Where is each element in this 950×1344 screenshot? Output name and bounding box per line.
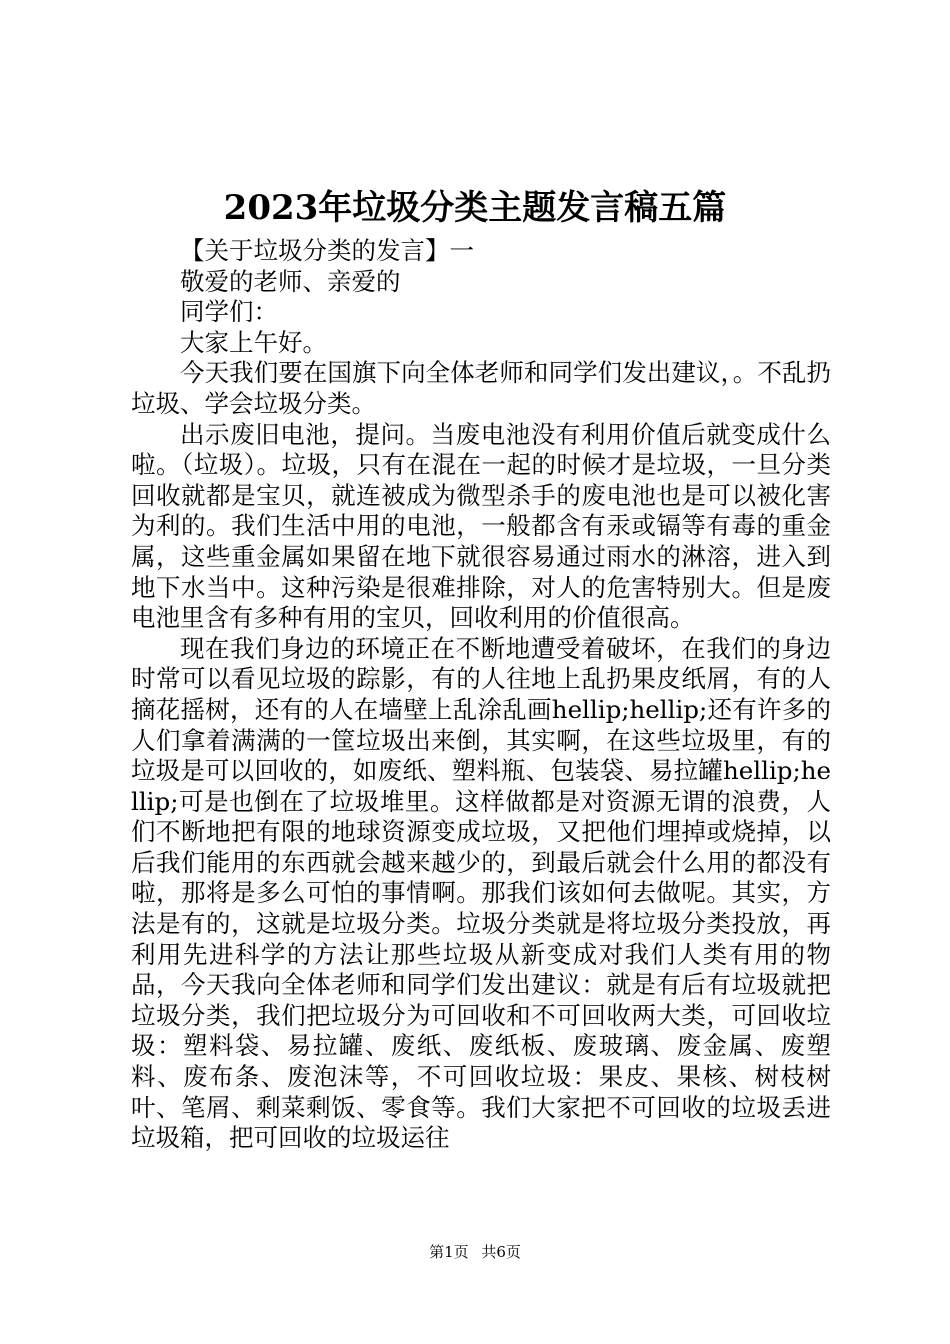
paragraph-battery: 出示废旧电池，提问。当废电池没有利用价值后就变成什么啦。（垃圾）。垃圾，只有在混在一起的时候才是垃圾，一旦分类回收就都是宝贝，就连被成为微型杀手的废电池也是可以被化害为利的。我们生活中用的电池，一般都含有汞或镉等有毒的重金属，这些重金属如果留在地下就很容易通过雨水的淋溶，进入到地下水当中。这种污染是很难排除，对人的危害特别大。但是废电池里含有多种有用的宝贝，回收利用的价值很高。 <box>131 419 831 633</box>
page-total: 共6页 <box>481 1243 521 1261</box>
paragraph-heading: 【关于垃圾分类的发言】一 <box>180 236 474 265</box>
page-footer <box>0 1242 950 1262</box>
document-body <box>131 236 831 1154</box>
page-number: 第1页 <box>429 1243 469 1261</box>
paragraph-intro: 今天我们要在国旗下向全体老师和同学们发出建议，。不乱扔垃圾、学会垃圾分类。 <box>131 358 831 418</box>
document-title: 2023年垃圾分类主题发言稿五篇 <box>223 188 727 228</box>
paragraph-greeting: 大家上午好。 <box>180 327 327 357</box>
paragraph-salutation-1: 敬爱的老师、亲爱的 <box>180 266 401 296</box>
paragraph-salutation-2: 同学们： <box>180 297 278 327</box>
paragraph-environment: 现在我们身边的环境正在不断地遭受着破坏，在我们的身边时常可以看见垃圾的踪影，有的人往地上乱扔果皮纸屑，有的人摘花摇树，还有的人在墙壁上乱涂乱画hellip;hellip;还有许多的人们拿着满满的一筐垃圾出来倒，其实啊，在这些垃圾里，有的垃圾是可以回收的，如废纸、塑料瓶、包装袋、易拉罐hellip;hellip;可是也倒在了垃圾堆里。这样做都是对资源无谓的浪费，人们不断地把有限的地球资源变成垃圾，又把他们埋掉或烧掉，以后我们能用的东西就会越来越少的，到最后就会什么用的都没有啦，那将是多么可怕的事情啊。那我们该如何去做呢。其实，方法是有的，这就是垃圾分类。垃圾分类就是将垃圾分类投放，再利用先进科学的方法让那些垃圾从新变成对我们人类有用的物品，今天我向全体老师和同学们发出建议：就是有后有垃圾就把垃圾分类，我们把垃圾分为可回收和不可回收两大类，可回收垃圾：塑料袋、易拉罐、废纸、废纸板、废玻璃、废金属、废塑料、废布条、废泡沫等，不可回收垃圾：果皮、果核、树枝树叶、笔屑、剩菜剩饭、零食等。我们大家把不可回收的垃圾丢进垃圾箱，把可回收的垃圾运往 <box>131 633 831 1153</box>
